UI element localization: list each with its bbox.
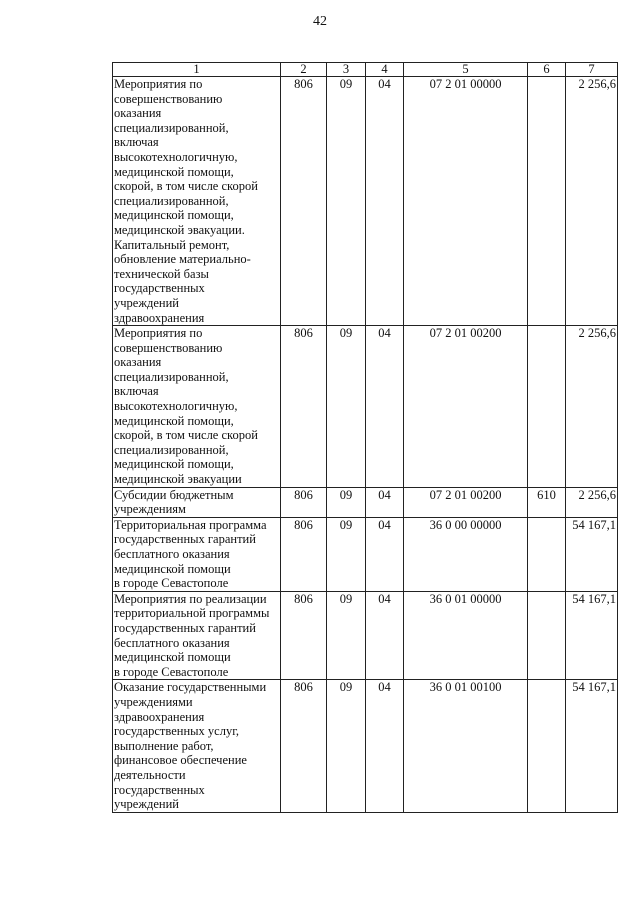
page-number: 42 <box>313 14 327 29</box>
ministry-code: 806 <box>281 487 327 517</box>
row-name-cell <box>113 680 281 812</box>
header-col-7: 7 <box>566 63 618 77</box>
expense-type-code <box>528 77 566 326</box>
section-code: 09 <box>327 680 366 812</box>
table-row <box>113 326 618 488</box>
row-name: Мероприятия по совершенствованию оказания специализированной, включая высокотехнологичную, медицинской помощи, скорой, в том числе скорой специализированной, медицинской помощи, медицинской эвакуации <box>114 326 258 487</box>
target-code: 07 2 01 00200 <box>404 487 528 517</box>
row-name: Субсидии бюджетным учреждениям <box>114 487 234 517</box>
row-name: Территориальная программа государственных гарантий бесплатного оказания медицинской помощи в городе Севастополе <box>114 517 267 591</box>
ministry-code: 806 <box>281 77 327 326</box>
row-name-cell <box>113 591 281 680</box>
header-col-6: 6 <box>528 63 566 77</box>
header-col-2: 2 <box>281 63 327 77</box>
section-code: 09 <box>327 591 366 680</box>
amount: 2 256,6 <box>566 487 618 517</box>
table-row <box>113 591 618 680</box>
budget-table <box>112 62 618 813</box>
section-code: 09 <box>327 326 366 488</box>
header-col-3: 3 <box>327 63 366 77</box>
subsection-code: 04 <box>366 487 404 517</box>
target-code: 36 0 00 00000 <box>404 517 528 591</box>
ministry-code: 806 <box>281 517 327 591</box>
target-code: 36 0 01 00000 <box>404 591 528 680</box>
amount: 54 167,1 <box>566 517 618 591</box>
target-code: 07 2 01 00200 <box>404 326 528 488</box>
ministry-code: 806 <box>281 326 327 488</box>
subsection-code: 04 <box>366 680 404 812</box>
table-header-row <box>113 63 618 77</box>
row-name: Оказание государственными учреждениями здравоохранения государственных услуг, выполнение работ, финансовое обеспечение деятельности государственных учреждений <box>114 680 267 812</box>
amount: 54 167,1 <box>566 680 618 812</box>
expense-type-code: 610 <box>528 487 566 517</box>
subsection-code: 04 <box>366 326 404 488</box>
header-col-1: 1 <box>113 63 281 77</box>
section-code: 09 <box>327 517 366 591</box>
table-row <box>113 680 618 812</box>
expense-type-code <box>528 680 566 812</box>
amount: 54 167,1 <box>566 591 618 680</box>
header-col-4: 4 <box>366 63 404 77</box>
row-name-cell <box>113 326 281 488</box>
target-code: 07 2 01 00000 <box>404 77 528 326</box>
expense-type-code <box>528 517 566 591</box>
table-row <box>113 517 618 591</box>
subsection-code: 04 <box>366 591 404 680</box>
header-col-5: 5 <box>404 63 528 77</box>
row-name-cell <box>113 517 281 591</box>
ministry-code: 806 <box>281 591 327 680</box>
ministry-code: 806 <box>281 680 327 812</box>
section-code: 09 <box>327 487 366 517</box>
amount: 2 256,6 <box>566 326 618 488</box>
subsection-code: 04 <box>366 77 404 326</box>
amount: 2 256,6 <box>566 77 618 326</box>
subsection-code: 04 <box>366 517 404 591</box>
table-row <box>113 77 618 326</box>
target-code: 36 0 01 00100 <box>404 680 528 812</box>
table-row <box>113 487 618 517</box>
row-name: Мероприятия по совершенствованию оказания специализированной, включая высокотехнологичную, медицинской помощи, скорой, в том числе скорой специализированной, медицинской помощи, медицинской эвакуации. Капитальный ремонт, обновление материально- технической базы государственных учреждений здравоохранения <box>114 77 258 325</box>
section-code: 09 <box>327 77 366 326</box>
row-name-cell <box>113 487 281 517</box>
row-name-cell <box>113 77 281 326</box>
expense-type-code <box>528 326 566 488</box>
expense-type-code <box>528 591 566 680</box>
row-name: Мероприятия по реализации территориальной программы государственных гарантий бесплатного оказания медицинской помощи в городе Севастополе <box>114 591 270 679</box>
